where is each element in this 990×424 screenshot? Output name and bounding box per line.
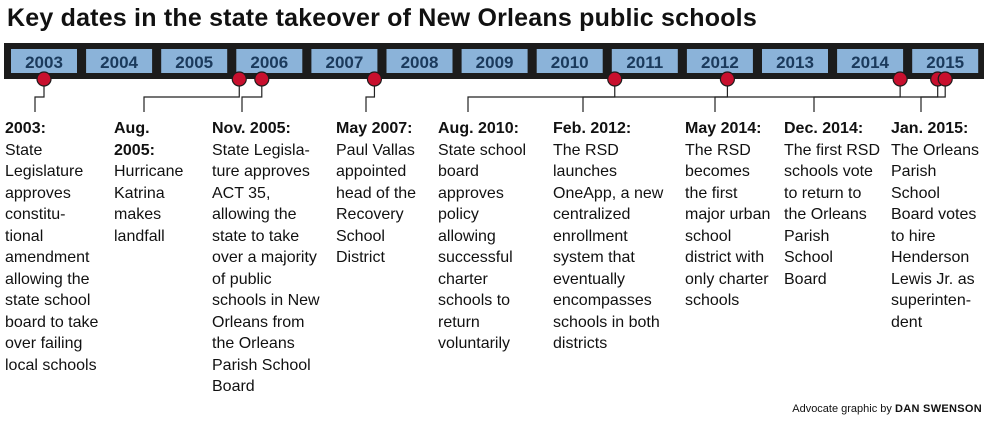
event-date: Aug. 2010: xyxy=(438,120,519,137)
year-label-2007: 2007 xyxy=(325,53,364,72)
event-description: The RSD becomes the first major urban school district with only charter schools xyxy=(685,141,771,309)
event-description: State Legislature approves constitu-tional amendment allowing the state school board to take over failing local schools xyxy=(5,141,99,374)
event-nov-2005 xyxy=(212,118,324,398)
event-aug-2010 xyxy=(438,118,538,355)
event-date: May 2014: xyxy=(685,120,762,137)
event-dec-2014 xyxy=(784,118,880,290)
event-marker xyxy=(37,72,51,86)
event-description: The first RSD schools vote to return to the Orleans Parish School Board xyxy=(784,141,881,288)
leader-line xyxy=(468,79,615,112)
year-label-2010: 2010 xyxy=(550,53,589,72)
event-description: The Orleans Parish School Board votes to hire Henderson Lewis Jr. as superinten-dent xyxy=(891,141,980,331)
event-description: State Legisla-ture approves ACT 35, allowing the state to take over a majority of public schools in New Orleans from the Orleans Parish School Board xyxy=(212,141,320,395)
event-date: Dec. 2014: xyxy=(784,120,864,137)
leader-line xyxy=(144,79,239,112)
event-description: State school board approves policy allowing successful charter schools to return voluntarily xyxy=(438,141,527,352)
leader-line xyxy=(715,79,900,112)
event-may-2007 xyxy=(336,118,430,269)
year-label-2013: 2013 xyxy=(776,53,814,72)
year-label-2003: 2003 xyxy=(25,53,63,72)
event-date: Jan. 2015: xyxy=(891,120,969,137)
leader-line xyxy=(814,79,938,112)
event-marker xyxy=(255,72,269,86)
year-label-2011: 2011 xyxy=(626,53,664,72)
event-marker xyxy=(893,72,907,86)
year-label-2006: 2006 xyxy=(250,53,289,72)
event-date: May 2007: xyxy=(336,120,413,137)
year-label-2008: 2008 xyxy=(400,53,439,72)
event-may-2014 xyxy=(685,118,773,312)
page-title: Key dates in the state takeover of New Orleans public schools xyxy=(7,4,757,32)
year-label-2015: 2015 xyxy=(926,53,965,72)
event-date: Aug. 2005: xyxy=(114,120,155,159)
event-description: The RSD launches OneApp, a new centralized enrollment system that eventually encompasses schools in both districts xyxy=(553,141,664,352)
event-feb-2012 xyxy=(553,118,667,355)
event-marker xyxy=(232,72,246,86)
year-label-2004: 2004 xyxy=(100,53,139,72)
event-description: Paul Vallas appointed head of the Recovery School District xyxy=(336,141,417,266)
year-label-2005: 2005 xyxy=(175,53,214,72)
year-label-2009: 2009 xyxy=(475,53,514,72)
event-date: 2003: xyxy=(5,120,46,137)
credit xyxy=(792,403,982,415)
event-description: Hurricane Katrina makes landfall xyxy=(114,163,184,245)
event-marker xyxy=(367,72,381,86)
event-aug-2005 xyxy=(114,118,194,247)
event-date: Feb. 2012: xyxy=(553,120,632,137)
leader-line xyxy=(583,79,727,112)
event-jan-2015 xyxy=(891,118,986,333)
event-2003 xyxy=(5,118,103,376)
event-date: Nov. 2005: xyxy=(212,120,291,137)
credit-prefix: Advocate graphic by xyxy=(792,403,892,415)
event-marker xyxy=(608,72,622,86)
credit-author: DAN SWENSON xyxy=(894,403,982,415)
year-label-2014: 2014 xyxy=(851,53,890,72)
event-marker xyxy=(938,72,952,86)
year-label-2012: 2012 xyxy=(700,53,739,72)
event-marker xyxy=(720,72,734,86)
